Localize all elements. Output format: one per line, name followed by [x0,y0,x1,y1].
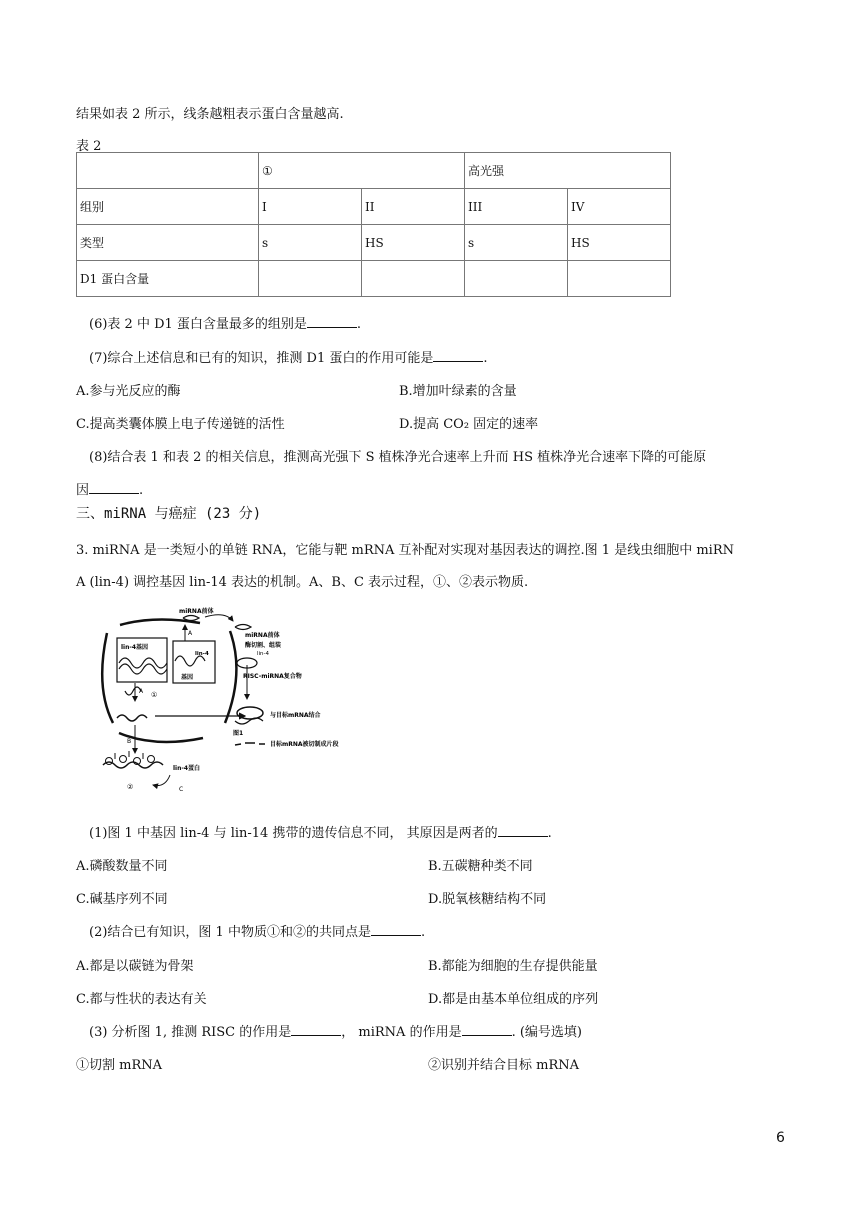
question-6: (6)表 2 中 D1 蛋白含量最多的组别是 . [89,317,362,332]
cut-fragments-label: 目标mRNA被切制成片段 [270,741,339,748]
figure-1-label: 图1 [233,730,244,737]
gene-label-c: 基因 [181,674,194,681]
process-c-label: C [179,786,184,793]
table-cell: s [465,225,568,261]
table-cell: HS [362,225,465,261]
lin4-small-label: lin-4 [257,651,270,657]
process-a2-label: A [139,688,144,695]
question-2: (2)结合已有知识，图 1 中物质①和②的共同点是 . [89,925,426,940]
table-2 [76,152,671,297]
option: A.磷酸数量不同 [76,859,168,874]
question-8: (8)结合表 1 和表 2 的相关信息，推测高光强下 S 植株净光合速率上升而 HS 植株净光合速率下降的可能原 [89,450,707,465]
page-number: 6 [776,1130,785,1146]
table-cell: I [259,189,362,225]
table-caption: 表 2 [76,139,102,154]
option: ②识别并结合目标 mRNA [428,1058,580,1073]
option: B.都能为细胞的生存提供能量 [428,959,598,974]
option: C.提高类囊体膜上电子传递链的活性 [76,417,285,432]
risc-label: RISC-miRNA复合物 [243,673,302,680]
table-row [77,153,671,189]
mirna-precursor-label: miRNA前体 [179,608,214,615]
table-cell: III [465,189,568,225]
table-cell: II [362,189,465,225]
table-cell: s [259,225,362,261]
table-cell [77,153,259,189]
question-7: (7)综合上述信息和已有的知识，推测 D1 蛋白的作用可能是 . [89,351,488,366]
substance-2-label: ② [127,783,134,791]
table-cell: D1 蛋白含量 [77,261,259,297]
lin4-gene-label: lin-4基因 [121,644,149,651]
table-cell: IV [568,189,671,225]
option: D.都是由基本单位组成的序列 [428,992,599,1007]
process-b-label: B [127,738,132,745]
process-a-label: A [188,630,193,637]
question-3: (3) 分析图 1, 推测 RISC 的作用是 ， miRNA 的作用是 . (编号选填) [89,1025,582,1040]
table-cell [259,261,362,297]
problem-3-text-cont: A (lin-4) 调控基因 lin-14 表达的机制。A、B、C 表示过程，①、②表示物质. [76,575,529,590]
table-row [77,189,671,225]
option: D.脱氧核糖结构不同 [428,892,547,907]
table-cell: 高光强 [465,153,671,189]
lin4-label-b: lin-4 [195,651,209,657]
option: D.提高 CO₂ 固定的速率 [399,417,539,432]
table-cell: 类型 [77,225,259,261]
option: ①切割 mRNA [76,1058,163,1073]
question-1: (1)图 1 中基因 lin-4 与 lin-14 携带的遗传信息不同， 其原因是两者的 . [89,826,552,841]
option: C.都与性状的表达有关 [76,992,207,1007]
option: C.碱基序列不同 [76,892,168,907]
table-cell: 组别 [77,189,259,225]
section-heading: 三、miRNA 与癌症 (23 分) [76,506,262,522]
option: A.都是以碳链为骨架 [76,959,194,974]
bind-target-label: 与目标mRNA结合 [270,712,321,719]
problem-3-text: 3. miRNA 是一类短小的单链 RNA，它能与靶 mRNA 互补配对实现对基因表达的调控.图 1 是线虫细胞中 miRN [76,543,734,558]
option: A.参与光反应的酶 [76,384,181,399]
option: B.五碳糖种类不同 [428,859,533,874]
table-cell [568,261,671,297]
table-cell: ① [259,153,465,189]
table-row [77,261,671,297]
option: B.增加叶绿素的含量 [399,384,517,399]
table-cell: HS [568,225,671,261]
table-cell [465,261,568,297]
mirna-precursor2-label: miRNA前体 [245,632,280,639]
figure-1-diagram [95,608,355,798]
table-row [77,225,671,261]
substance-1-label: ① [151,691,158,699]
cut-assemble-label: 酶切割、组装 [245,642,282,649]
question-8-cont: 因 . [76,483,144,498]
table-cell [362,261,465,297]
intro-text: 结果如表 2 所示，线条越粗表示蛋白含量越高. [76,107,344,122]
lin4-protein-label: lin-4蛋白 [173,765,201,772]
